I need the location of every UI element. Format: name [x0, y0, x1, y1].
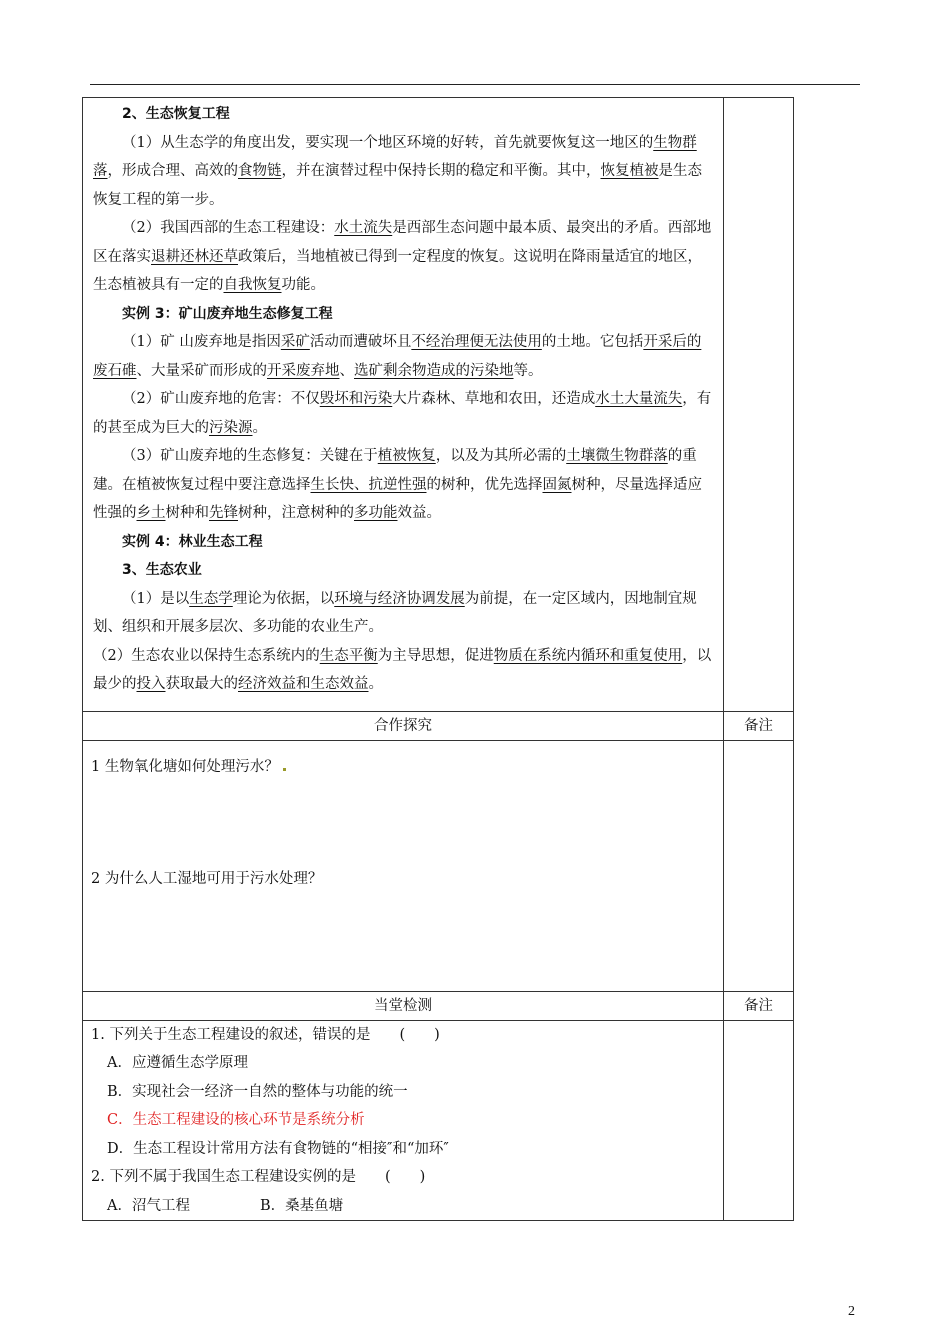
quiz-cell — [83, 1020, 724, 1221]
worksheet-table — [82, 97, 794, 1221]
section2-title: 2、生态恢复工程 — [122, 106, 230, 122]
section3-paragraph-2: （2）生态农业以保持生态系统内的生态平衡为主导思想，促进物质在系统内循环和重复使用，以最少的投入获取最大的经济效益和生态效益。 — [93, 647, 712, 692]
quiz-q1-option-b: B．实现社会一经济一自然的整体与功能的统一 — [107, 1083, 408, 1100]
remark-cell — [724, 98, 794, 712]
quiz-q2-option-a: A．沼气工程 — [107, 1197, 190, 1214]
section2-paragraph-2: （2）我国西部的生态工程建设：水土流失是西部生态问题中最本质、最突出的矛盾。西部地区在落实退耕还林还草政策后，当地植被已得到一定程度的恢复。这说明在降雨量适宜的地区，生态植被具有一定的自我恢复功能。 — [93, 220, 712, 293]
quiz-q2-options — [91, 1192, 715, 1221]
content-cell — [83, 98, 724, 712]
cooperation-remark-cell — [724, 740, 794, 991]
quiz-question-1: 1. 下列关于生态工程建设的叙述，错误的是 ( ) — [91, 1026, 440, 1043]
example3-paragraph-2: （2）矿山废弃地的危害：不仅毁坏和污染大片森林、草地和农田，还造成水土大量流失，有的甚至成为巨大的污染源。 — [93, 391, 712, 436]
quiz-question-2: 2. 下列不属于我国生态工程建设实例的是 ( ) — [91, 1169, 426, 1185]
cooperation-row — [83, 740, 794, 991]
section3-title: 3、生态农业 — [122, 562, 202, 578]
cooperation-question-2: 2 为什么人工湿地可用于污水处理？ — [91, 870, 323, 887]
quiz-q1-option-a: A．应遵循生态学原理 — [107, 1055, 248, 1071]
example3-paragraph-3: （3）矿山废弃地的生态修复：关键在于植被恢复，以及为其所必需的土壤微生物群落的重建。在植被恢复过程中要注意选择生长快、抗逆性强的树种，优先选择固氮树种，尽量选择适应性强的乡土树种和先锋树种，注意树种的多功能效益。 — [93, 448, 702, 521]
quiz-header-row — [83, 991, 794, 1020]
cooperation-question-1: 1 生物氧化塘如何处理污水？ — [91, 753, 715, 781]
example4-title: 实例 4：林业生态工程 — [122, 533, 263, 550]
cooperation-remark-header: 备注 — [724, 711, 794, 740]
cooperation-cell — [83, 740, 724, 991]
quiz-q1-option-d: D．生态工程设计常用方法有食物链的“相接″和“加环″ — [107, 1140, 449, 1157]
cooperation-header: 合作探究 — [83, 711, 724, 740]
quiz-header: 当堂检测 — [83, 991, 724, 1020]
cooperation-header-row — [83, 711, 794, 740]
quiz-row — [83, 1020, 794, 1221]
quiz-remark-cell — [724, 1020, 794, 1221]
header-rule — [90, 84, 860, 85]
example3-title: 实例 3：矿山废弃地生态修复工程 — [122, 305, 333, 322]
quiz-remark-header: 备注 — [724, 991, 794, 1020]
section3-paragraph-1: （1）是以生态学理论为依据，以环境与经济协调发展为前提，在一定区域内，因地制宜规划、组织和开展多层次、多功能的农业生产。 — [93, 590, 697, 635]
quiz-q1-option-c: C．生态工程建设的核心环节是系统分析 — [107, 1112, 365, 1128]
quiz-q2-option-b: B．桑基鱼塘 — [259, 1197, 344, 1214]
example3-paragraph-1: （1）矿 山废弃地是指因采矿活动而遭破坏且不经治理便无法使用的土地。它包括开采后的废石碓、大量采矿而形成的开采废弃地、选矿剩余物造成的污染地等。 — [93, 334, 702, 379]
page-number: 2 — [848, 1304, 855, 1319]
section2-paragraph-1: （1）从生态学的角度出发，要实现一个地区环境的好转，首先就要恢复这一地区的生物群落，形成合理、高效的食物链，并在演替过程中保持长期的稳定和平衡。其中，恢复植被是生态恢复工程的第一步。 — [93, 134, 702, 208]
content-row — [83, 98, 794, 712]
